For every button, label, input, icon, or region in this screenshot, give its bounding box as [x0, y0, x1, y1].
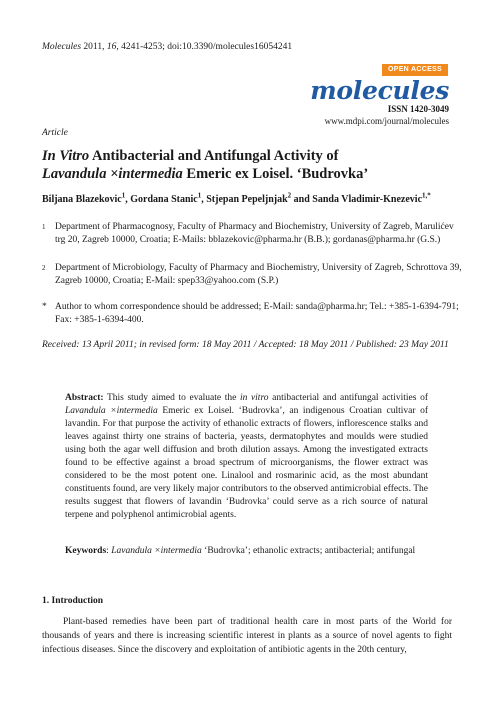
abstract-label: Abstract:	[65, 393, 104, 403]
author-affil-ref: 1	[197, 191, 202, 200]
author-sep: ,	[125, 194, 131, 205]
journal-logo: molecules	[310, 76, 449, 105]
correspondence-text: Author to whom correspondence should be addressed; E-Mail: sanda@pharma.hr; Tel.: +385-1-6394-791; Fax: +385-1-6394-400.	[55, 302, 459, 325]
section-heading: 1. Introduction	[42, 596, 104, 606]
correspondence-marker: *	[42, 302, 47, 312]
affiliation-text: Department of Pharmacognosy, Faculty of Pharmacy and Biochemistry, University of Zagreb, Marulićev trg 20, Zagreb 10000, Croatia; E-Mails: bblazekovic@pharma.hr (B.B.); gordanas@pharma.hr (G.S.)	[55, 222, 454, 245]
author-name: Stjepan Pepeljnjak	[206, 194, 288, 205]
author-name: Biljana Blazekovic	[42, 194, 122, 205]
author-sep: and	[291, 194, 313, 205]
title-in-vitro: In Vitro	[42, 148, 90, 164]
issn: ISSN 1420-3049	[387, 104, 449, 114]
abstract	[65, 392, 428, 522]
title-line-1	[42, 148, 339, 165]
author-sep: ,	[201, 194, 207, 205]
citation-journal: Molecules	[42, 42, 82, 52]
affiliation-1	[42, 221, 462, 247]
abstract-italic: in vitro	[239, 393, 269, 403]
author-name: Gordana Stanic	[130, 194, 198, 205]
keywords-italic: Lavandula ×intermedia	[111, 546, 202, 556]
title-line-1-rest: Antibacterial and Antifungal Activity of	[89, 148, 339, 164]
keywords-text: ‘Budrovka’; ethanolic extracts; antibacterial; antifungal	[201, 546, 416, 556]
keywords-colon: :	[106, 546, 112, 556]
affiliation-text: Department of Microbiology, Faculty of Pharmacy and Biochemistry, University of Zagreb, Schrottova 39, Zagreb 10000, Croatia; E-Mail: spep33@yahoo.com (S.P.)	[55, 263, 462, 286]
abstract-italic: Lavandula ×intermedia	[65, 406, 158, 416]
keywords	[65, 545, 445, 558]
author-affil-ref: 2	[287, 191, 292, 200]
author-affil-ref: 1	[121, 191, 126, 200]
journal-url[interactable]: www.mdpi.com/journal/molecules	[324, 116, 449, 126]
article-type: Article	[42, 128, 68, 138]
citation-doi: , 4241-4253; doi:10.3390/molecules16054241	[116, 42, 293, 52]
affiliation-number: 1	[42, 223, 46, 231]
affiliation-number: 2	[42, 264, 46, 272]
author-affil-ref: 1,*	[422, 191, 431, 200]
author-list	[42, 191, 431, 205]
abstract-text: antibacterial and antifungal activities of	[268, 393, 428, 403]
correspondence-note	[42, 301, 462, 327]
title-species: Lavandula ×intermedia	[42, 166, 183, 182]
affiliation-2	[42, 262, 462, 288]
abstract-text: Emeric ex Loisel. ‘Budrovka’, an indigenous Croatian cultivar of lavandin. For that purpose the activity of ethanolic extracts of flowers, inflorescence stalks and leaves against thirty one strains of bacteria, yeasts, dermatophytes and moulds were studied using both the agar well diffusion and broth dilution assays. Among the investigated extracts found to be effective against a broad spectrum of microorganisms, the flower extract was considered to be the most potent one. Linalool and rosmarinic acid, as the most abundant constituents found, are very likely major contributors to the observed antimicrobial effects. The results suggest that flowers of lavandin ‘Budrovka’ could serve as a rich source of natural terpene and polyphenol antimicrobial agents.	[65, 406, 428, 520]
keywords-label: Keywords	[65, 546, 107, 556]
introduction-paragraph: Plant-based remedies have been part of traditional health care in most parts of the World for thousands of years and there is increasing scientific interest in plants as a source of novel agents to fight infectious diseases. Since the discovery and exploitation of antibiotic agents in the 20th century,	[42, 617, 452, 655]
author-name: Sanda Vladimir-Knezevic	[312, 194, 423, 205]
abstract-text: This study aimed to evaluate the	[103, 393, 240, 403]
title-line-2	[42, 166, 368, 183]
publication-dates: Received: 13 April 2011; in revised form: 18 May 2011 / Accepted: 18 May 2011 / Published: 23 May 2011	[42, 340, 449, 350]
citation-line	[42, 42, 292, 52]
open-access-badge: OPEN ACCESS	[382, 64, 448, 76]
citation-year: 2011,	[81, 42, 107, 52]
citation-volume: 16	[106, 42, 117, 52]
title-line-2-rest: Emeric ex Loisel. ‘Budrovka’	[182, 166, 369, 182]
